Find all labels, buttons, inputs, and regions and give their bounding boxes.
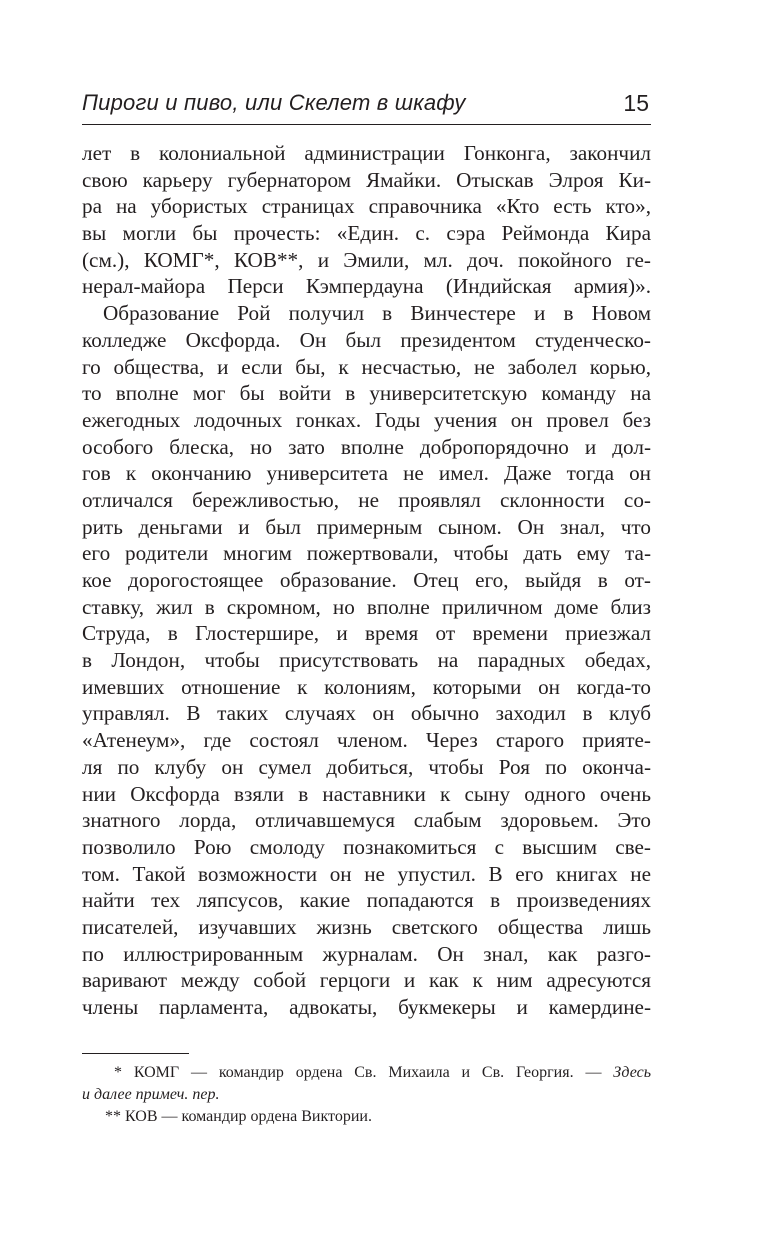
body-text — [82, 140, 651, 1021]
footnote-1-italic: Здесь — [613, 1064, 651, 1081]
running-title: Пироги и пиво, или Скелет в шкафу — [82, 90, 466, 115]
text-line: управлял. В таких случаях он обычно заходил в клуб — [82, 701, 651, 726]
footnote-1 — [82, 1062, 651, 1084]
footnote-1-text: * КОМГ — командир ордена Св. Михаила и Св. Георгия. — — [114, 1064, 614, 1081]
text-line: по иллюстрированным журналам. Он знал, как разго- — [82, 941, 651, 966]
footnotes — [82, 1062, 651, 1128]
text-line: рить деньгами и был примерным сыном. Он знал, что — [82, 514, 651, 539]
text-line: в Лондон, чтобы присутствовать на парадных обедах, — [82, 648, 651, 673]
text-line: колледже Оксфорда. Он был президентом студенческо- — [82, 327, 651, 352]
text-line: Струда, в Глостершире, и время от времени приезжал — [82, 621, 651, 646]
text-line: знатного лорда, отличавшемуся слабым здоровьем. Это — [82, 808, 651, 833]
text-line: особого блеска, но зато вполне добропорядочно и дол- — [82, 434, 651, 459]
running-header — [82, 88, 651, 125]
text-line: позволило Рою смолоду познакомиться с высшим све- — [82, 834, 651, 859]
text-line: отличался бережливостью, не проявлял склонности со- — [82, 487, 651, 512]
text-line: ставку, жил в скромном, но вполне приличном доме близ — [82, 594, 651, 619]
text-line: его родители многим пожертвовали, чтобы дать ему та- — [82, 541, 651, 566]
text-line: ежегодных лодочных гонках. Годы учения он провел без — [82, 407, 651, 432]
footnote-2: ** КОВ — командир ордена Виктории. — [105, 1108, 372, 1125]
text-line: том. Такой возможности он не упустил. В его книгах не — [82, 861, 651, 886]
text-line: кое дорогостоящее образование. Отец его, выйдя в от- — [82, 568, 651, 592]
text-line: свою карьеру губернатором Ямайки. Отыскав Элроя Ки- — [82, 167, 651, 192]
footnote-1-continuation: и далее примеч. пер. — [82, 1086, 220, 1103]
footnote-separator — [82, 1053, 189, 1054]
text-line: «Атенеум», где состоял членом. Через старого прияте- — [82, 728, 651, 753]
text-line: члены парламента, адвокаты, букмекеры и камердине- — [82, 995, 651, 1019]
text-line: ра на убористых страницах справочника «Кто есть кто», — [82, 194, 651, 219]
text-line: нии Оксфорда взяли в наставники к сыну одного очень — [82, 781, 651, 806]
text-line: найти тех ляпсусов, какие попадаются в произведениях — [82, 888, 651, 913]
text-line: гов к окончанию университета не имел. Даже тогда он — [82, 461, 651, 486]
text-line: вы могли бы прочесть: «Един. с. сэра Реймонда Кира — [82, 221, 651, 246]
text-line: нерал-майора Перси Кэмпердауна (Индийская армия)». — [82, 274, 651, 299]
text-line: писателей, изучавших жизнь светского общества лишь — [82, 914, 651, 939]
text-line: то вполне мог бы войти в университетскую команду на — [82, 381, 651, 406]
paragraph-first-line: Образование Рой получил в Винчестере и в Новом — [103, 301, 651, 326]
text-line: лет в колониальной администрации Гонконга, закончил — [82, 141, 651, 165]
text-line: ля по клубу он сумел добиться, чтобы Роя по оконча- — [82, 754, 651, 779]
text-line: варивают между собой герцоги и как к ним адресуются — [82, 968, 651, 993]
text-line: имевших отношение к колониям, которыми он когда-то — [82, 674, 651, 699]
text-line: го общества, и если бы, к несчастью, не заболел корью, — [82, 354, 651, 379]
text-line: (см.), КОМГ*, КОВ**, и Эмили, мл. доч. покойного ге- — [82, 247, 651, 272]
page-number: 15 — [623, 90, 649, 116]
